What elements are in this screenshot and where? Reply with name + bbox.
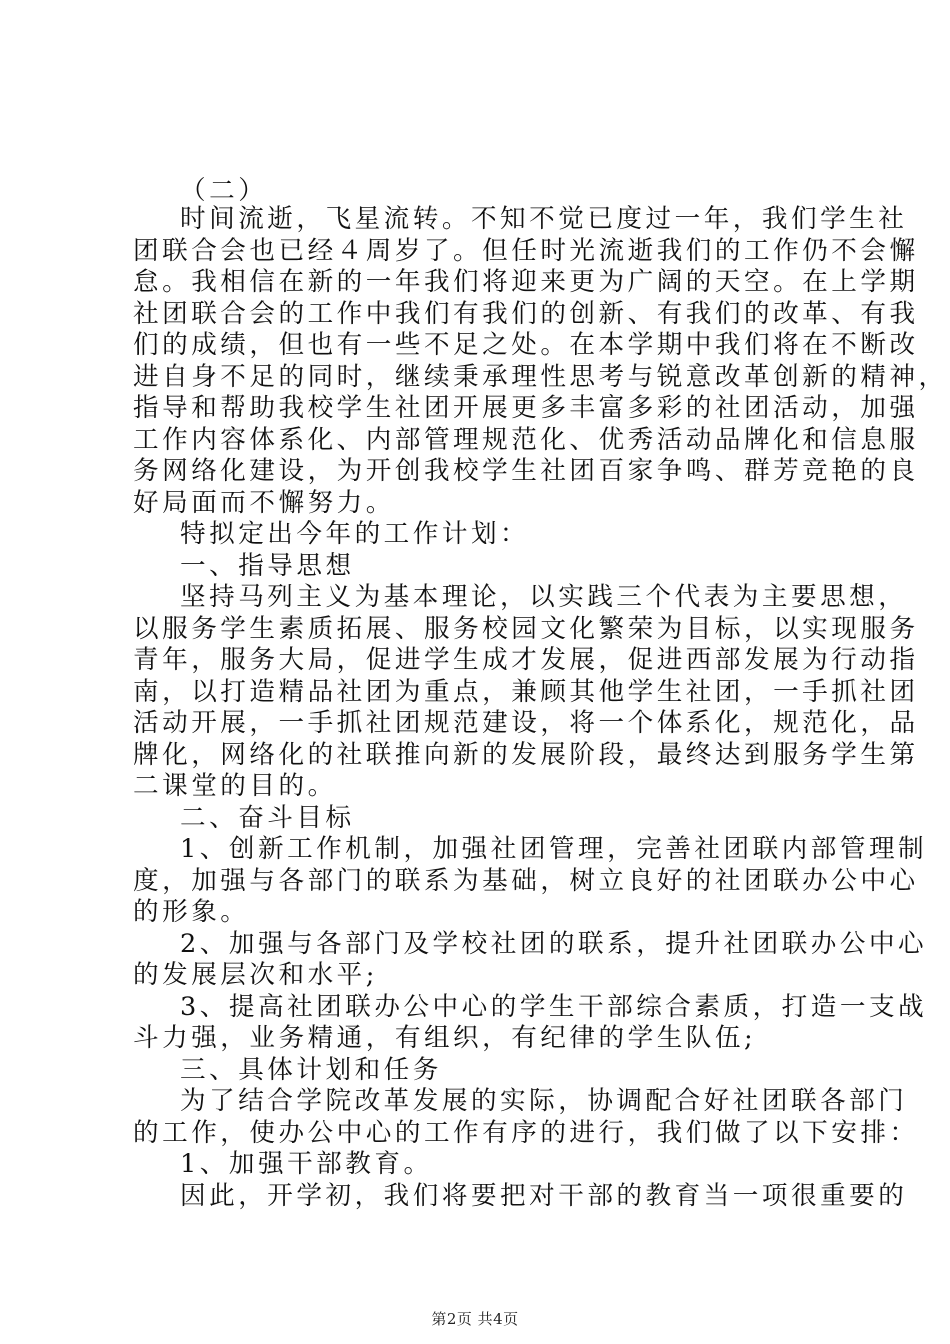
- text-line: 的工作，使办公中心的工作有序的进行，我们做了以下安排：: [133, 1118, 919, 1148]
- text-line: 2、加强与各部门及学校社团的联系，提升社团联办公中心: [180, 929, 928, 959]
- text-line: 好局面而不懈努力。: [133, 488, 395, 518]
- text-line: 时间流逝，飞星流转。不知不觉已度过一年，我们学生社: [180, 204, 908, 234]
- text-line: 们的成绩，但也有一些不足之处。在本学期中我们将在不断改: [133, 330, 919, 360]
- text-line: 特拟定出今年的工作计划：: [180, 519, 530, 549]
- text-line: 1、创新工作机制，加强社团管理，完善社团联内部管理制: [180, 834, 928, 864]
- text-line: 因此，开学初，我们将要把对干部的教育当一项很重要的: [180, 1181, 908, 1211]
- text-line: 以服务学生素质拓展、服务校园文化繁荣为目标，以实现服务: [133, 614, 919, 644]
- text-line: 度，加强与各部门的联系为基础，树立良好的社团联办公中心: [133, 866, 919, 896]
- text-line: 的形象。: [133, 897, 250, 927]
- text-line: 务网络化建设，为开创我校学生社团百家争鸣、群芳竞艳的良: [133, 456, 919, 486]
- text-line: 坚持马列主义为基本理论，以实践三个代表为主要思想，: [180, 582, 908, 612]
- text-line: 的发展层次和水平;: [133, 960, 378, 990]
- section-heading: 三、具体计划和任务: [180, 1055, 442, 1085]
- text-line: 进自身不足的同时，继续秉承理性思考与锐意改革创新的精神，: [133, 362, 948, 392]
- text-line: 南，以打造精品社团为重点，兼顾其他学生社团，一手抓社团: [133, 677, 919, 707]
- text-line: 1、加强干部教育。: [180, 1149, 433, 1179]
- text-line: 工作内容体系化、内部管理规范化、优秀活动品牌化和信息服: [133, 425, 919, 455]
- page-number-footer: 第2页 共4页: [431, 1310, 519, 1328]
- text-line: （二）: [180, 176, 268, 206]
- text-line: 指导和帮助我校学生社团开展更多丰富多彩的社团活动，加强: [133, 393, 919, 423]
- text-line: 3、提高社团联办公中心的学生干部综合素质，打造一支战: [180, 992, 928, 1022]
- text-line: 活动开展，一手抓社团规范建设，将一个体系化，规范化，品: [133, 708, 919, 738]
- text-line: 青年，服务大局，促进学生成才发展，促进西部发展为行动指: [133, 645, 919, 675]
- section-heading: 一、指导思想: [180, 551, 355, 581]
- text-line: 怠。我相信在新的一年我们将迎来更为广阔的天空。在上学期: [133, 267, 919, 297]
- text-line: 为了结合学院改革发展的实际，协调配合好社团联各部门: [180, 1086, 908, 1116]
- text-line: 二课堂的目的。: [133, 771, 337, 801]
- section-heading: 二、奋斗目标: [180, 803, 355, 833]
- text-line: 牌化，网络化的社联推向新的发展阶段，最终达到服务学生第: [133, 740, 919, 770]
- text-line: 斗力强，业务精通，有组织，有纪律的学生队伍;: [133, 1023, 757, 1053]
- text-line: 社团联合会的工作中我们有我们的创新、有我们的改革、有我: [133, 299, 919, 329]
- text-line: 团联合会也已经４周岁了。但任时光流逝我们的工作仍不会懈: [133, 236, 919, 266]
